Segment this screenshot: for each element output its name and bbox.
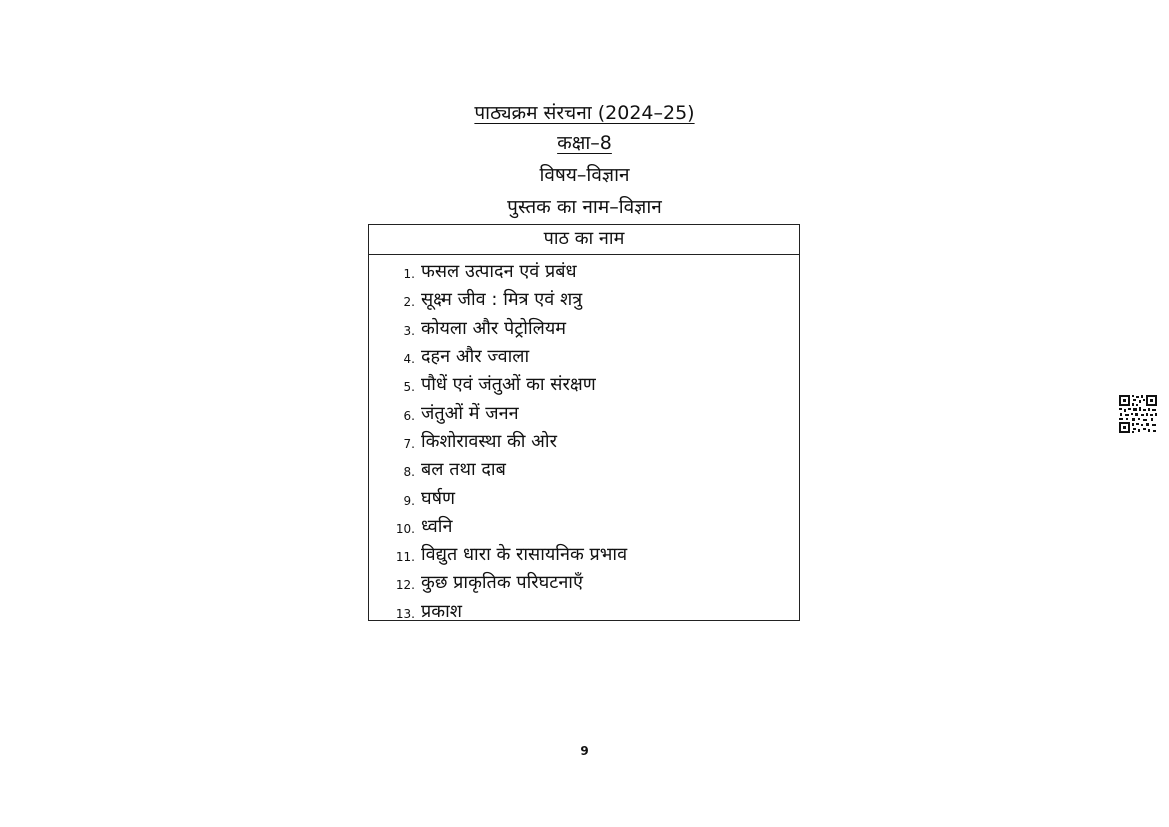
page-title [0, 101, 1169, 125]
lesson-item [369, 258, 799, 286]
lesson-number: 6. [403, 408, 415, 423]
lesson-name: सूक्ष्म जीव : मित्र एवं शत्रु [421, 289, 583, 311]
class-label: कक्षा–8 [557, 132, 612, 154]
lesson-number: 10. [395, 521, 415, 536]
lesson-name: प्रकाश [421, 600, 462, 622]
lesson-item [369, 484, 799, 512]
lessons-table [368, 224, 800, 621]
lesson-name: पौधें एवं जंतुओं का संरक्षण [421, 374, 596, 396]
lesson-number: 1. [403, 267, 415, 282]
lesson-name: बल तथा दाब [421, 459, 506, 481]
class-heading [0, 131, 1169, 155]
subject-label: विषय–विज्ञान [539, 164, 630, 186]
lesson-number: 4. [403, 352, 415, 367]
lesson-number: 5. [403, 380, 415, 395]
lesson-item [369, 399, 799, 427]
book-heading [0, 195, 1169, 219]
lesson-item [369, 343, 799, 371]
lesson-item [369, 569, 799, 597]
lesson-number: 3. [403, 323, 415, 338]
lesson-name: ध्वनि [421, 515, 453, 537]
lessons-table-header: पाठ का नाम [369, 225, 799, 255]
lesson-item [369, 513, 799, 541]
lesson-name: विद्युत धारा के रासायनिक प्रभाव [421, 544, 628, 566]
lesson-number: 13. [395, 606, 415, 621]
lesson-name: किशोरावस्था की ओर [421, 430, 557, 452]
lesson-list [369, 255, 799, 626]
qr-code-icon [1118, 394, 1158, 434]
subject-heading [0, 163, 1169, 187]
lesson-name: घर्षण [421, 487, 456, 509]
lesson-item [369, 598, 799, 626]
lesson-item [369, 456, 799, 484]
lesson-number: 8. [403, 465, 415, 480]
lesson-number: 9. [403, 493, 415, 508]
lesson-item [369, 315, 799, 343]
lesson-name: दहन और ज्वाला [421, 346, 530, 368]
lesson-item [369, 371, 799, 399]
book-label: पुस्तक का नाम–विज्ञान [507, 196, 662, 218]
lesson-number: 7. [403, 436, 415, 451]
lesson-name: फसल उत्पादन एवं प्रबंध [421, 261, 577, 283]
lesson-name: कोयला और पेट्रोलियम [421, 317, 567, 339]
lesson-item [369, 541, 799, 569]
lesson-number: 11. [395, 550, 415, 565]
lesson-number: 12. [395, 578, 415, 593]
lesson-number: 2. [403, 295, 415, 310]
lesson-item [369, 286, 799, 314]
lesson-item [369, 428, 799, 456]
lesson-name: कुछ प्राकृतिक परिघटनाएँ [421, 572, 583, 594]
curriculum-title: पाठ्यक्रम संरचना (2024–25) [474, 102, 695, 124]
page-number: 9 [580, 744, 589, 758]
lesson-name: जंतुओं में जनन [421, 402, 519, 424]
